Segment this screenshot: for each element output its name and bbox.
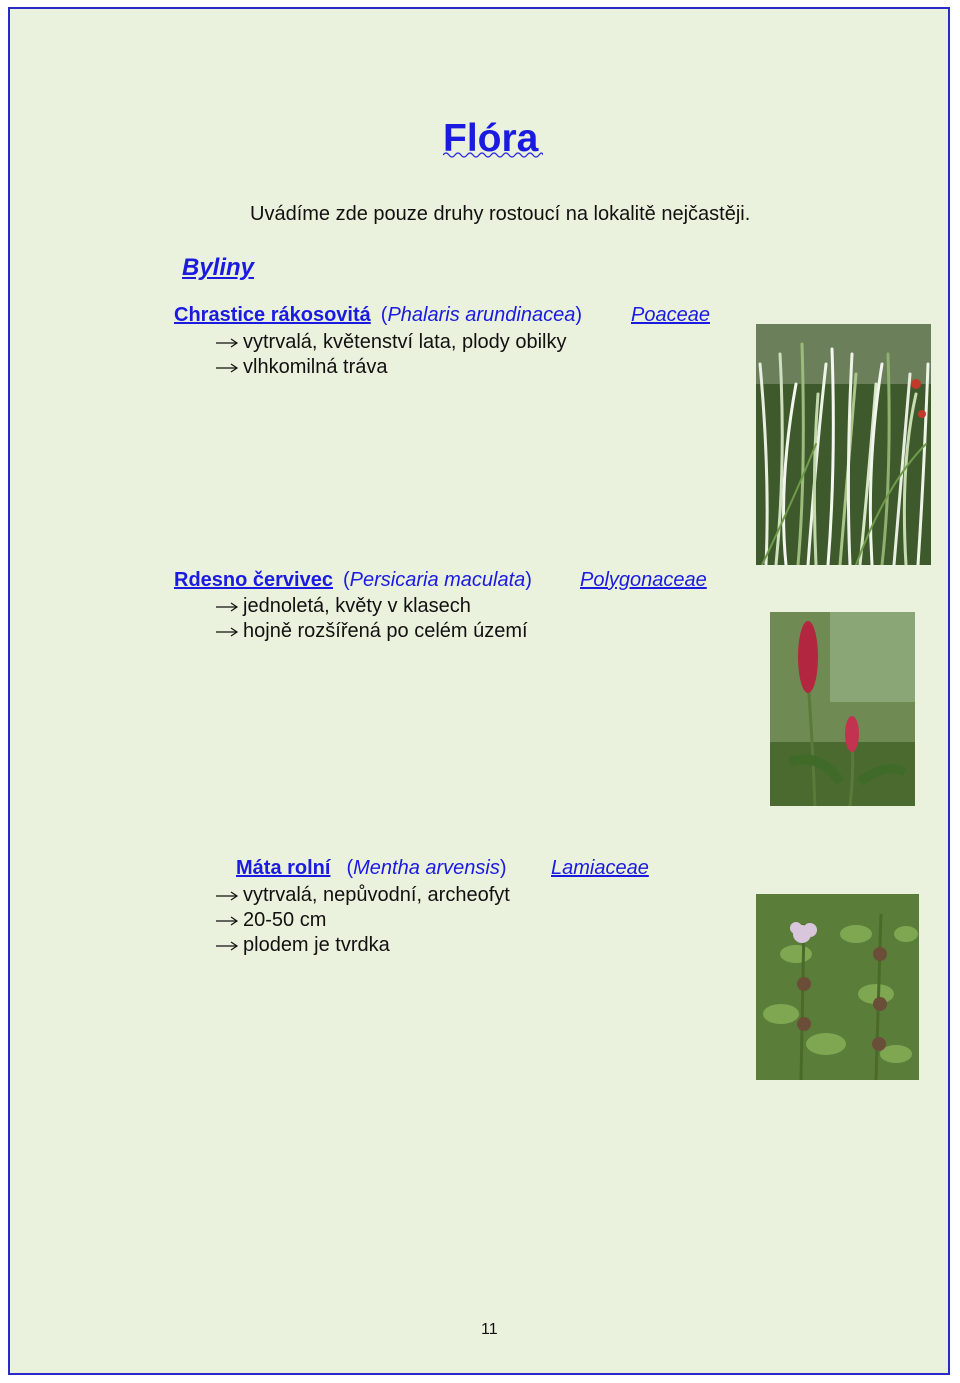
- intro-text: Uvádíme zde pouze druhy rostoucí na lokalitě nejčastěji.: [250, 203, 751, 225]
- mint-illustration: [756, 894, 919, 1080]
- arrow-icon: [215, 602, 239, 612]
- species-family[interactable]: Lamiaceae: [551, 857, 649, 879]
- species-note: plodem je tvrdka: [215, 933, 390, 958]
- photo-phalaris: [756, 324, 931, 565]
- species-family[interactable]: Poaceae: [631, 304, 710, 326]
- arrow-icon: [215, 338, 239, 348]
- photo-persicaria: [770, 612, 915, 806]
- species-note: vlhkomilná tráva: [215, 355, 388, 380]
- species-heading: [174, 304, 582, 327]
- spellcheck-underline: [443, 151, 543, 159]
- grass-illustration: [756, 324, 931, 565]
- species-note: hojně rozšířená po celém území: [215, 619, 528, 644]
- arrow-icon: [215, 916, 239, 926]
- species-latin-name: (Persicaria maculata): [342, 569, 532, 591]
- document-page: [8, 7, 950, 1375]
- species-heading: [174, 569, 532, 592]
- arrow-icon: [215, 627, 239, 637]
- section-heading: Byliny: [182, 254, 255, 281]
- species-czech-name[interactable]: Máta rolní: [236, 857, 331, 879]
- species-latin-name: (Phalaris arundinacea): [380, 304, 583, 326]
- species-latin-name: (Mentha arvensis): [346, 857, 507, 879]
- page-number: 11: [481, 1321, 498, 1338]
- arrow-icon: [215, 891, 239, 901]
- arrow-icon: [215, 363, 239, 373]
- arrow-icon: [215, 941, 239, 951]
- page-title: Flóra: [443, 117, 539, 160]
- flower-spike-illustration: [770, 612, 915, 806]
- species-note: 20-50 cm: [215, 908, 326, 933]
- species-note: vytrvalá, květenství lata, plody obilky: [215, 330, 566, 355]
- species-note: jednoletá, květy v klasech: [215, 594, 471, 619]
- species-family[interactable]: Polygonaceae: [580, 569, 707, 591]
- photo-mentha: [756, 894, 919, 1080]
- species-czech-name[interactable]: Chrastice rákosovitá: [174, 304, 371, 326]
- species-heading: [236, 857, 507, 880]
- species-czech-name[interactable]: Rdesno červivec: [174, 569, 333, 591]
- species-note: vytrvalá, nepůvodní, archeofyt: [215, 883, 510, 908]
